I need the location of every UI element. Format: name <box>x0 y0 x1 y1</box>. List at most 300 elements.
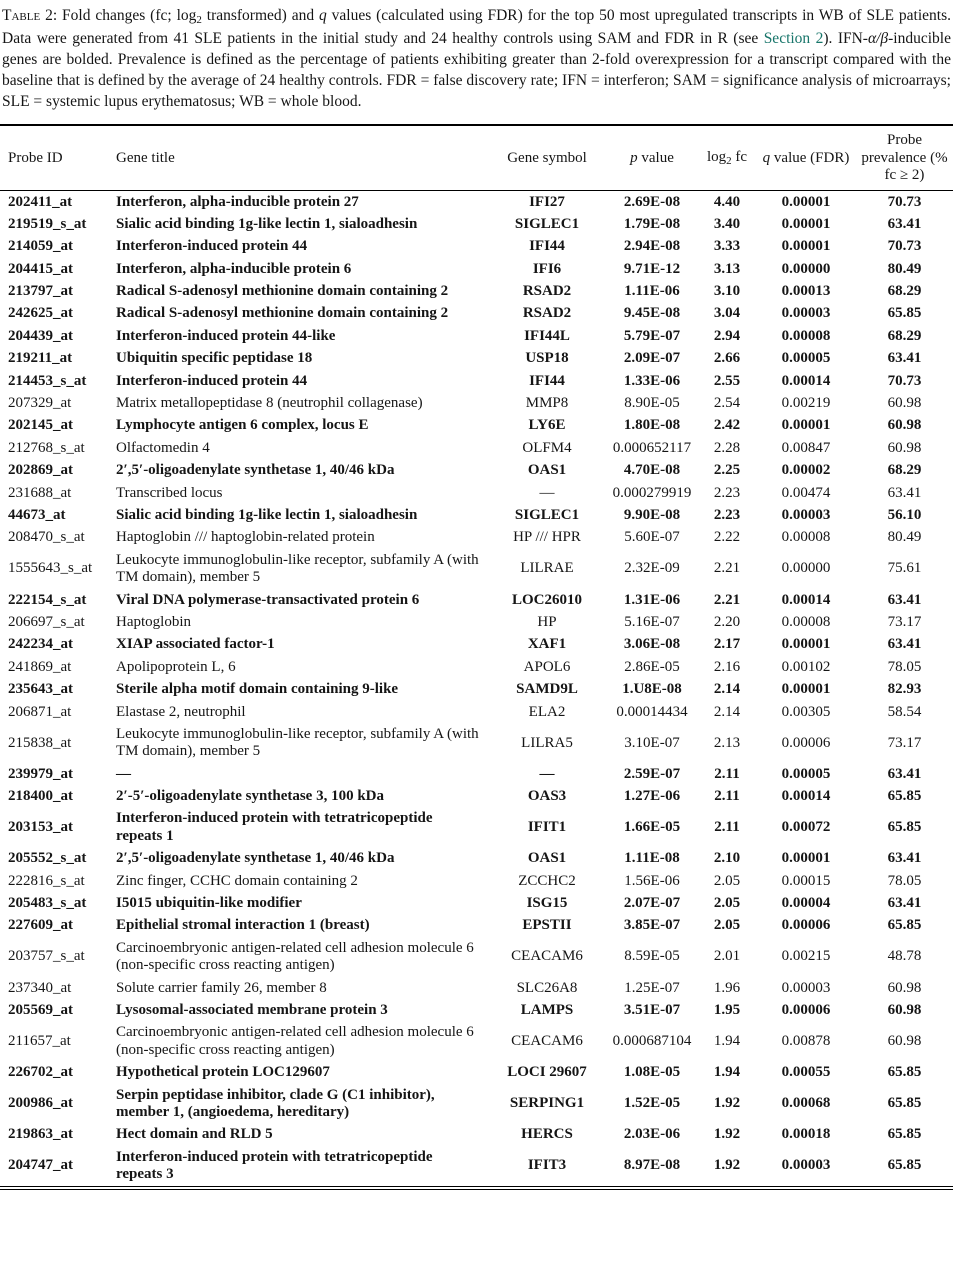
cell-prev: 60.98 <box>887 1001 922 1018</box>
cell-p: 2.94E-08 <box>623 238 681 255</box>
cell-fc: 2.17 <box>713 636 741 653</box>
cell-probe: 204439_at <box>8 327 73 344</box>
table-row <box>0 977 953 999</box>
table-row <box>0 763 953 785</box>
cell-fc: 1.94 <box>713 1033 741 1050</box>
cell-symbol: — <box>539 765 555 782</box>
cell-title: Sialic acid binding 1g-like lectin 1, sialoadhesin <box>116 506 418 523</box>
header-text: Gene symbol <box>507 149 587 166</box>
cell-q: 0.00001 <box>781 681 831 698</box>
cell-symbol: OAS1 <box>527 850 567 867</box>
caption-segment: q <box>318 7 327 24</box>
cell-q: 0.00219 <box>781 395 831 412</box>
cell-fc: 2.05 <box>713 872 741 889</box>
cell-probe: 242625_at <box>8 305 73 322</box>
cell-fc: 2.13 <box>713 734 741 751</box>
cell-symbol: IFI44 <box>529 238 565 255</box>
cell-probe: 204747_at <box>8 1157 73 1174</box>
cell-prev: 58.54 <box>887 703 922 720</box>
cell-title: Interferon-induced protein with tetratricopeptide repeats 3 <box>116 1148 433 1183</box>
cell-p: 3.10E-07 <box>624 734 680 751</box>
cell-symbol: ZCCHC2 <box>518 872 576 889</box>
cell-symbol: IFIT3 <box>527 1157 567 1174</box>
cell-probe: 226702_at <box>8 1064 73 1081</box>
cell-probe: 222816_s_at <box>8 872 85 889</box>
cell-title: 2′,5′-oligoadenylate synthetase 1, 40/46 kDa <box>116 462 395 479</box>
cell-q: 0.00001 <box>781 636 831 653</box>
cell-symbol: ELA2 <box>528 703 566 720</box>
header-text: 2 <box>726 154 732 167</box>
cell-fc: 2.05 <box>713 917 741 934</box>
cell-symbol: LAMPS <box>520 1001 574 1018</box>
cell-fc: 3.33 <box>713 238 741 255</box>
cell-fc: 2.01 <box>713 948 741 965</box>
cell-q: 0.00003 <box>781 979 831 996</box>
table-row <box>0 281 953 303</box>
header-text: Probe prevalence (% fc ≥ 2) <box>861 132 948 183</box>
cell-probe: 218400_at <box>8 788 73 805</box>
cell-p: 4.70E-08 <box>623 462 681 479</box>
cell-prev: 65.85 <box>887 1126 922 1143</box>
cell-fc: 2.10 <box>713 850 741 867</box>
cell-probe: 214059_at <box>8 238 73 255</box>
table-header <box>0 125 953 190</box>
cell-fc: 3.04 <box>713 305 741 322</box>
cell-prev: 63.41 <box>887 895 922 912</box>
table-row <box>0 527 953 549</box>
cell-q: 0.00215 <box>781 948 831 965</box>
cell-symbol: EPSTII <box>522 917 572 934</box>
cell-q: 0.00068 <box>781 1095 831 1112</box>
cell-probe: 239979_at <box>8 765 73 782</box>
cell-fc: 2.20 <box>713 613 741 630</box>
cell-title: Interferon-induced protein 44-like <box>116 327 336 344</box>
cell-prev: 68.29 <box>887 283 922 300</box>
cell-p: 1.25E-07 <box>624 979 680 996</box>
table-row <box>0 679 953 701</box>
cell-q: 0.00014 <box>781 788 831 805</box>
cell-p: 9.90E-08 <box>623 506 681 523</box>
table-row <box>0 589 953 611</box>
cell-q: 0.00006 <box>781 1001 831 1018</box>
table-row <box>0 393 953 415</box>
caption-segment: transformed) and <box>201 7 319 24</box>
cell-symbol: APOL6 <box>523 658 571 675</box>
cell-prev: 70.73 <box>887 238 922 255</box>
cell-fc: 1.96 <box>713 979 741 996</box>
cell-probe: 211657_at <box>8 1033 71 1050</box>
cell-prev: 82.93 <box>887 681 922 698</box>
cell-q: 0.00013 <box>781 283 831 300</box>
cell-probe: 215838_at <box>8 734 72 751</box>
header-text: value (FDR) <box>770 149 850 166</box>
cell-probe: 203153_at <box>8 819 73 836</box>
table-row <box>0 549 953 589</box>
cell-fc: 2.28 <box>713 439 741 456</box>
cell-probe: 212768_s_at <box>8 439 85 456</box>
cell-probe: 231688_at <box>8 484 72 501</box>
cell-q: 0.00005 <box>781 350 831 367</box>
table-row <box>0 236 953 258</box>
table-row <box>0 1062 953 1084</box>
cell-fc: 2.11 <box>714 788 740 805</box>
cell-symbol: LOC26010 <box>511 591 582 608</box>
cell-fc: 3.13 <box>713 260 741 277</box>
table-row <box>0 1124 953 1146</box>
cell-symbol: IFI44 <box>529 372 565 389</box>
table-row <box>0 415 953 437</box>
cell-title: Radical S-adenosyl methionine domain containing 2 <box>116 305 449 322</box>
cell-probe: 205483_s_at <box>8 895 87 912</box>
cell-q: 0.00002 <box>781 462 831 479</box>
cell-probe: 205552_s_at <box>8 850 87 867</box>
cell-fc: 2.42 <box>713 417 741 434</box>
cell-symbol: CEACAM6 <box>511 948 583 965</box>
cell-p: 1.56E-06 <box>624 872 680 889</box>
cell-symbol: HP <box>537 613 557 630</box>
cell-symbol: OAS1 <box>527 462 567 479</box>
table-row <box>0 1022 953 1062</box>
cell-p: 1.31E-06 <box>623 591 681 608</box>
cell-q: 0.00008 <box>781 327 831 344</box>
cell-q: 0.00014 <box>781 591 831 608</box>
cell-fc: 2.21 <box>713 560 741 577</box>
col-header-symbol <box>492 125 602 190</box>
cell-probe: 219519_s_at <box>8 215 87 232</box>
cell-title: Transcribed locus <box>116 484 223 501</box>
cell-probe: 235643_at <box>8 681 73 698</box>
cell-symbol: XAF1 <box>527 636 567 653</box>
table-row <box>0 482 953 504</box>
cell-symbol: USP18 <box>525 350 569 367</box>
cell-prev: 65.85 <box>887 917 922 934</box>
cell-probe: 219863_at <box>8 1126 73 1143</box>
cell-q: 0.00008 <box>781 613 831 630</box>
table-row <box>0 258 953 280</box>
cell-q: 0.00001 <box>781 193 831 210</box>
cell-q: 0.00003 <box>781 1157 831 1174</box>
cell-probe: 204415_at <box>8 260 73 277</box>
cell-prev: 60.98 <box>887 1033 922 1050</box>
table-row <box>0 348 953 370</box>
cell-prev: 78.05 <box>887 872 922 889</box>
cell-p: 1.66E-05 <box>623 819 681 836</box>
cell-title: XIAP associated factor-1 <box>116 636 275 653</box>
cell-probe: 206871_at <box>8 703 72 720</box>
cell-prev: 56.10 <box>887 506 922 523</box>
cell-title: Matrix metallopeptidase 8 (neutrophil collagenase) <box>116 395 423 412</box>
cell-probe: 207329_at <box>8 395 72 412</box>
cell-p: 3.51E-07 <box>623 1001 681 1018</box>
col-header-probe <box>0 125 112 190</box>
cell-q: 0.00001 <box>781 215 831 232</box>
cell-fc: 1.95 <box>713 1001 741 1018</box>
section-link[interactable]: Section 2 <box>763 29 824 47</box>
cell-q: 0.00072 <box>781 819 831 836</box>
cell-title: Sterile alpha motif domain containing 9-like <box>116 681 399 698</box>
cell-p: 5.16E-07 <box>624 613 680 630</box>
cell-title: Hect domain and RLD 5 <box>116 1126 273 1143</box>
table-row <box>0 1084 953 1124</box>
cell-probe: 242234_at <box>8 636 73 653</box>
cell-prev: 63.41 <box>887 765 922 782</box>
header-row <box>0 125 953 190</box>
cell-title: Hypothetical protein LOC129607 <box>116 1064 330 1081</box>
cell-probe: 214453_s_at <box>8 372 87 389</box>
cell-title: I5015 ubiquitin-like modifier <box>116 895 302 912</box>
cell-title: Radical S-adenosyl methionine domain containing 2 <box>116 283 449 300</box>
cell-q: 0.00102 <box>781 658 831 675</box>
cell-p: 3.06E-08 <box>623 636 681 653</box>
table-row <box>0 611 953 633</box>
table-row <box>0 999 953 1021</box>
cell-title: Epithelial stromal interaction 1 (breast) <box>116 917 370 934</box>
cell-p: 2.69E-08 <box>623 193 681 210</box>
cell-fc: 2.11 <box>714 765 740 782</box>
cell-prev: 70.73 <box>887 193 922 210</box>
table-row <box>0 634 953 656</box>
cell-title: 2′-5′-oligoadenylate synthetase 3, 100 kDa <box>116 788 385 805</box>
cell-p: 0.000279919 <box>612 484 692 501</box>
cell-fc: 2.55 <box>713 372 741 389</box>
cell-prev: 68.29 <box>887 327 922 344</box>
cell-p: 2.07E-07 <box>623 895 681 912</box>
cell-title: Haptoglobin <box>116 613 191 630</box>
table-row <box>0 915 953 937</box>
cell-probe: 208470_s_at <box>8 529 85 546</box>
cell-title: Ubiquitin specific peptidase 18 <box>116 350 313 367</box>
cell-probe: 202145_at <box>8 417 73 434</box>
cell-title: Olfactomedin 4 <box>116 439 210 456</box>
cell-p: 2.86E-05 <box>624 658 680 675</box>
cell-fc: 3.10 <box>713 283 741 300</box>
cell-title: Solute carrier family 26, member 8 <box>116 979 327 996</box>
table-row <box>0 504 953 526</box>
cell-p: 9.45E-08 <box>623 305 681 322</box>
table-row <box>0 870 953 892</box>
cell-title: Lysosomal-associated membrane protein 3 <box>116 1001 388 1018</box>
cell-q: 0.00015 <box>781 872 831 889</box>
cell-symbol: OAS3 <box>527 788 567 805</box>
cell-p: 1.33E-06 <box>623 372 681 389</box>
cell-probe: 44673_at <box>8 506 66 523</box>
cell-prev: 65.85 <box>887 305 922 322</box>
cell-title: Interferon-induced protein 44 <box>116 238 308 255</box>
header-text: q <box>762 149 771 166</box>
cell-prev: 60.98 <box>887 439 922 456</box>
cell-prev: 60.98 <box>887 417 922 434</box>
cell-p: 1.80E-08 <box>623 417 681 434</box>
cell-q: 0.00006 <box>781 917 831 934</box>
cell-prev: 60.98 <box>887 395 922 412</box>
cell-probe: 241869_at <box>8 658 72 675</box>
cell-p: 2.03E-06 <box>623 1126 681 1143</box>
cell-q: 0.00005 <box>781 765 831 782</box>
cell-title: Serpin peptidase inhibitor, clade G (C1 inhibitor), member 1, (angioedema, hereditary) <box>116 1086 435 1120</box>
cell-p: 1.79E-08 <box>623 215 681 232</box>
cell-q: 0.00008 <box>781 529 831 546</box>
cell-probe: 219211_at <box>8 350 73 367</box>
cell-symbol: ISG15 <box>526 895 568 912</box>
cell-probe: 203757_s_at <box>8 948 85 965</box>
cell-p: 8.97E-08 <box>623 1157 681 1174</box>
col-header-fc <box>702 125 752 190</box>
cell-title: Interferon-induced protein with tetratricopeptide repeats 1 <box>116 810 433 844</box>
cell-fc: 1.92 <box>713 1126 741 1143</box>
col-header-q <box>752 125 860 190</box>
cell-title: Elastase 2, neutrophil <box>116 703 246 720</box>
cell-fc: 1.94 <box>713 1064 741 1081</box>
cell-title: Sialic acid binding 1g-like lectin 1, sialoadhesin <box>116 215 418 232</box>
cell-fc: 2.21 <box>713 591 741 608</box>
header-text: Probe ID <box>8 149 63 166</box>
cell-q: 0.00305 <box>781 703 831 720</box>
cell-q: 0.00001 <box>781 238 831 255</box>
header-text: log <box>706 148 727 165</box>
table-row <box>0 191 953 214</box>
cell-prev: 73.17 <box>887 613 922 630</box>
cell-title: Viral DNA polymerase-transactivated protein 6 <box>116 591 420 608</box>
caption-segment: Table 2: <box>2 7 63 24</box>
cell-symbol: IFI44L <box>524 327 570 344</box>
cell-title: Apolipoprotein L, 6 <box>116 658 236 675</box>
cell-fc: 2.14 <box>713 703 741 720</box>
cell-probe: 213797_at <box>8 283 73 300</box>
table-row <box>0 656 953 678</box>
cell-probe: 1555643_s_at <box>8 560 93 577</box>
cell-symbol: LILRAE <box>520 560 574 577</box>
cell-prev: 63.41 <box>887 850 922 867</box>
cell-title: Zinc finger, CCHC domain containing 2 <box>116 872 358 889</box>
cell-p: 1.52E-05 <box>623 1095 681 1112</box>
cell-symbol: SAMD9L <box>516 681 578 698</box>
cell-prev: 73.17 <box>887 734 922 751</box>
cell-title: Interferon, alpha-inducible protein 6 <box>116 260 352 277</box>
cell-title: Leukocyte immunoglobulin-like receptor, subfamily A (with TM domain), member 5 <box>116 551 479 586</box>
cell-q: 0.00001 <box>781 850 831 867</box>
cell-fc: 2.25 <box>713 462 741 479</box>
cell-p: 0.000652117 <box>612 439 692 456</box>
cell-symbol: HP /// HPR <box>513 529 581 546</box>
cell-p: 1.11E-06 <box>624 283 680 300</box>
cell-symbol: LY6E <box>528 417 566 434</box>
cell-prev: 63.41 <box>887 591 922 608</box>
cell-title: Leukocyte immunoglobulin-like receptor, subfamily A (with TM domain), member 5 <box>116 725 479 760</box>
cell-symbol: HERCS <box>521 1126 573 1143</box>
cell-prev: 70.73 <box>887 372 922 389</box>
col-header-prev <box>860 125 953 190</box>
cell-probe: 202869_at <box>8 462 73 479</box>
cell-p: 1.U8E-08 <box>622 681 682 698</box>
table-row <box>0 893 953 915</box>
cell-p: 0.00014434 <box>616 703 688 720</box>
cell-q: 0.00006 <box>781 734 831 751</box>
cell-symbol: IFI6 <box>532 260 562 277</box>
cell-fc: 2.66 <box>713 350 741 367</box>
cell-p: 5.60E-07 <box>624 529 680 546</box>
cell-p: 8.59E-05 <box>624 948 680 965</box>
cell-prev: 65.85 <box>887 788 922 805</box>
table-row <box>0 848 953 870</box>
cell-fc: 2.05 <box>713 895 741 912</box>
cell-symbol: MMP8 <box>525 395 569 412</box>
cell-prev: 80.49 <box>887 529 922 546</box>
cell-fc: 1.92 <box>713 1095 741 1112</box>
caption-segment: ). IFN- <box>823 29 868 47</box>
cell-symbol: IFI27 <box>529 193 565 210</box>
cell-fc: 2.14 <box>713 681 741 698</box>
cell-q: 0.00055 <box>781 1064 831 1081</box>
header-text: value <box>637 149 674 166</box>
header-text: fc <box>731 148 748 165</box>
table-row <box>0 786 953 808</box>
cell-p: 2.59E-07 <box>623 765 681 782</box>
cell-fc: 2.22 <box>713 529 741 546</box>
cell-prev: 68.29 <box>887 462 922 479</box>
cell-symbol: CEACAM6 <box>511 1033 583 1050</box>
cell-fc: 1.92 <box>713 1157 741 1174</box>
cell-prev: 63.41 <box>887 636 922 653</box>
col-header-p <box>602 125 702 190</box>
cell-fc: 2.11 <box>714 819 740 836</box>
cell-symbol: — <box>539 484 555 501</box>
cell-prev: 65.85 <box>887 1157 922 1174</box>
cell-fc: 4.40 <box>713 193 741 210</box>
cell-title: Haptoglobin /// haptoglobin-related protein <box>116 529 375 546</box>
cell-p: 2.09E-07 <box>623 350 681 367</box>
cell-p: 1.27E-06 <box>623 788 681 805</box>
caption-segment: α/β <box>867 29 889 47</box>
table-row <box>0 937 953 977</box>
cell-title: Carcinoembryonic antigen-related cell adhesion molecule 6 (non-specific cross reacting antigen) <box>116 1024 474 1058</box>
table-row <box>0 303 953 325</box>
cell-prev: 48.78 <box>887 948 922 965</box>
table-row <box>0 213 953 235</box>
cell-p: 2.32E-09 <box>624 560 680 577</box>
table-row <box>0 723 953 763</box>
cell-fc: 2.23 <box>713 506 741 523</box>
cell-title: Carcinoembryonic antigen-related cell adhesion molecule 6 (non-specific cross reacting antigen) <box>116 939 474 974</box>
cell-q: 0.00018 <box>781 1126 831 1143</box>
cell-title: Interferon-induced protein 44 <box>116 372 308 389</box>
cell-q: 0.00000 <box>781 260 831 277</box>
cell-fc: 2.16 <box>713 658 741 675</box>
cell-prev: 65.85 <box>887 819 922 836</box>
cell-probe: 227609_at <box>8 917 73 934</box>
cell-probe: 206697_s_at <box>8 613 85 630</box>
cell-p: 5.79E-07 <box>623 327 681 344</box>
cell-title: 2′,5′-oligoadenylate synthetase 1, 40/46 kDa <box>116 850 395 867</box>
header-text: Gene title <box>116 149 175 166</box>
cell-symbol: OLFM4 <box>522 439 572 456</box>
results-table <box>0 124 953 1190</box>
cell-prev: 78.05 <box>887 658 922 675</box>
cell-symbol: IFIT1 <box>527 819 567 836</box>
cell-prev: 63.41 <box>887 350 922 367</box>
cell-p: 9.71E-12 <box>623 260 681 277</box>
cell-p: 3.85E-07 <box>623 917 681 934</box>
cell-fc: 2.23 <box>713 484 741 501</box>
table-row <box>0 808 953 848</box>
cell-title: Lymphocyte antigen 6 complex, locus E <box>116 417 369 434</box>
table-row <box>0 460 953 482</box>
cell-q: 0.00474 <box>781 484 831 501</box>
table-body <box>0 191 953 1188</box>
cell-fc: 2.54 <box>713 395 741 412</box>
cell-symbol: LOCI 29607 <box>507 1064 587 1081</box>
cell-q: 0.00001 <box>781 417 831 434</box>
col-header-title <box>112 125 492 190</box>
